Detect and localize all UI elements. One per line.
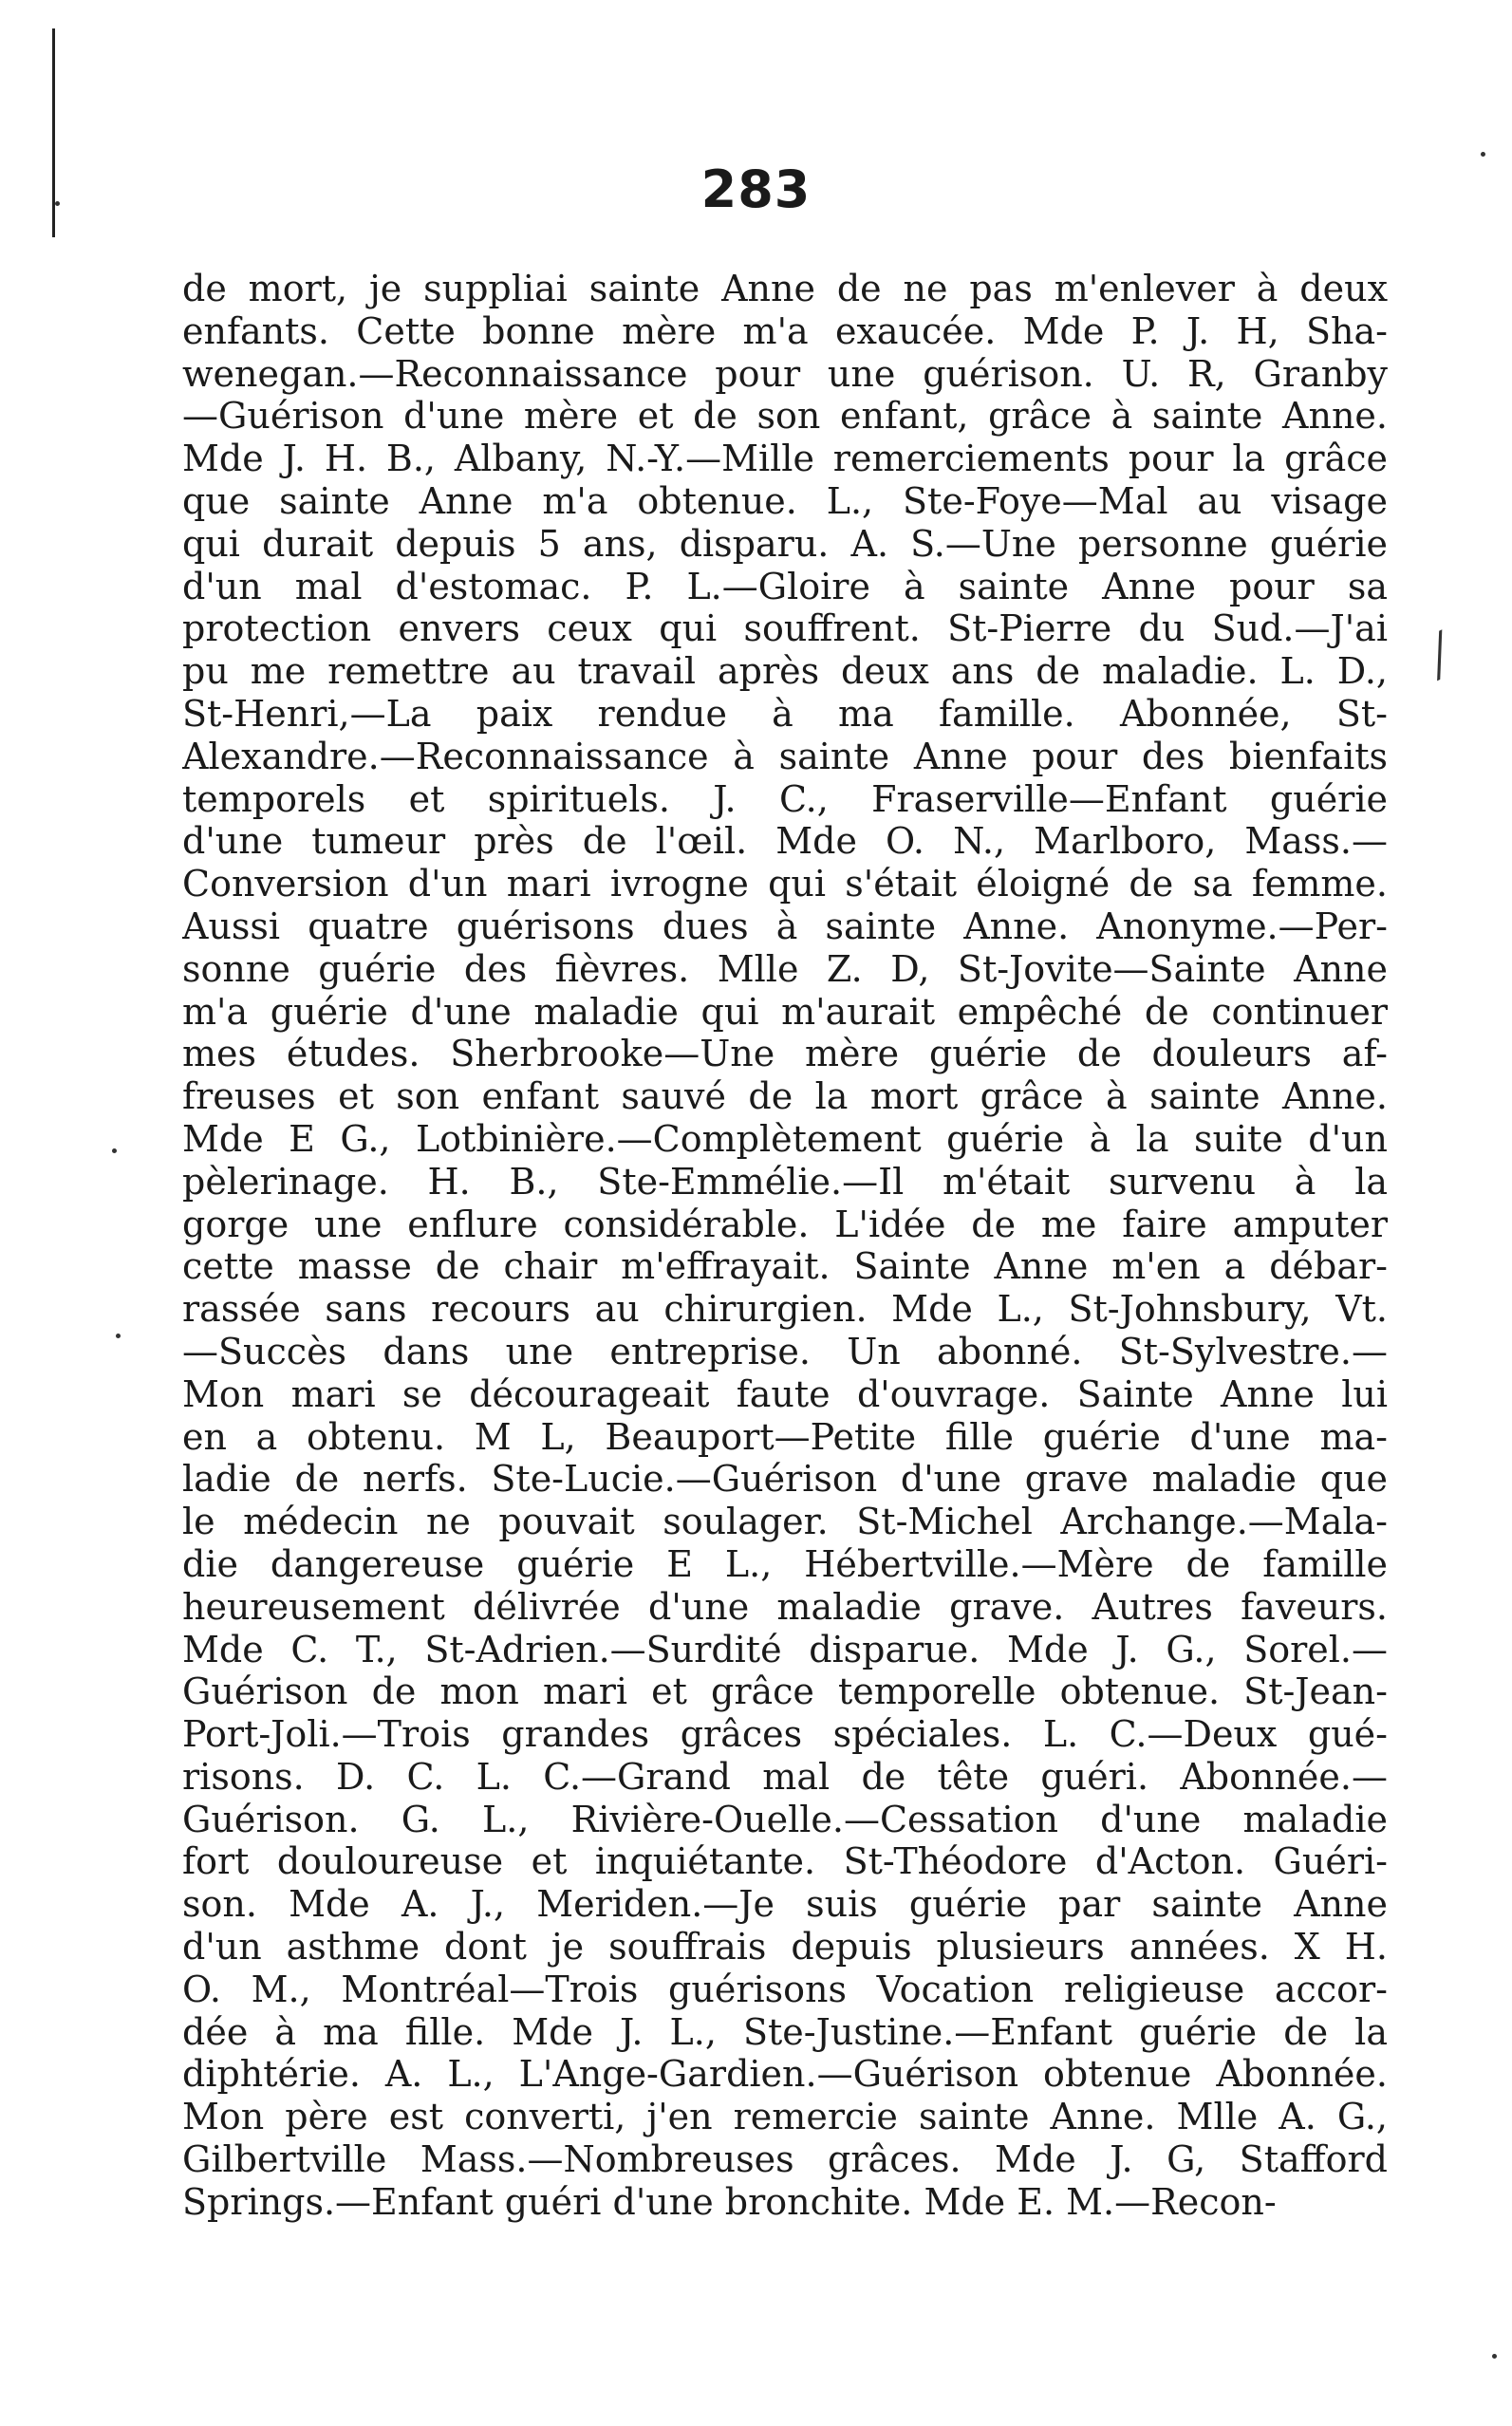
text-line: Alexandre.—Reconnaissance à sainte Anne pour des bienfaits (182, 735, 1388, 777)
text-line: Mde C. T., St-Adrien.—Surdité disparue. Mde J. G., Sorel.— (182, 1628, 1388, 1670)
text-line: St-Henri,—La paix rendue à ma famille. Abonnée, St- (182, 692, 1388, 735)
text-line: cette masse de chair m'effrayait. Sainte Anne m'en a débar- (182, 1245, 1388, 1288)
text-line: gorge une enflure considérable. L'idée de me faire amputer (182, 1203, 1388, 1245)
margin-speck (1481, 152, 1485, 157)
text-line: freuses et son enfant sauvé de la mort grâce à sainte Anne. (182, 1075, 1388, 1118)
margin-speck (116, 1334, 121, 1338)
text-line: Port-Joli.—Trois grandes grâces spéciales. L. C.—Deux gué- (182, 1713, 1388, 1756)
text-line: Conversion d'un mari ivrogne qui s'était éloigné de sa femme. (182, 863, 1388, 905)
text-line: diphtérie. A. L., L'Ange-Gardien.—Guérison obtenue Abonnée. (182, 2053, 1388, 2096)
margin-speck (1492, 2354, 1497, 2359)
text-line: dée à ma fille. Mde J. L., Ste-Justine.—Enfant guérie de la (182, 2010, 1388, 2053)
text-line: Guérison de mon mari et grâce temporelle obtenue. St-Jean- (182, 1670, 1388, 1713)
text-line: heureusement délivrée d'une maladie grave. Autres faveurs. (182, 1585, 1388, 1628)
text-line: O. M., Montréal—Trois guérisons Vocation religieuse accor- (182, 1968, 1388, 2010)
text-line: Gilbertville Mass.—Nombreuses grâces. Mde J. G, Stafford (182, 2138, 1388, 2181)
text-line: fort douloureuse et inquiétante. St-Théodore d'Acton. Guéri- (182, 1840, 1388, 1883)
text-line: Springs.—Enfant guéri d'une bronchite. Mde E. M.—Recon- (182, 2180, 1277, 2223)
text-line: —Succès dans une entreprise. Un abonné. St-Sylvestre.— (182, 1330, 1388, 1372)
text-line: de mort, je suppliai sainte Anne de ne pas m'enlever à deux (182, 268, 1388, 309)
text-line: rassée sans recours au chirurgien. Mde L., St-Johnsbury, Vt. (182, 1288, 1388, 1331)
text-line: son. Mde A. J., Meriden.—Je suis guérie par sainte Anne (182, 1883, 1388, 1926)
text-line: qui durait depuis 5 ans, disparu. A. S.—Une personne guérie (182, 522, 1388, 565)
text-line: Mde J. H. B., Albany, N.-Y.—Mille remerciements pour la grâce (182, 438, 1388, 480)
text-line: Aussi quatre guérisons dues à sainte Anne. Anonyme.—Per- (182, 905, 1388, 947)
margin-speck (112, 1148, 117, 1153)
text-line: le médecin ne pouvait soulager. St-Michel Archange.—Mala- (182, 1501, 1388, 1543)
text-line: Mon père est converti, j'en remercie sainte Anne. Mlle A. G., (182, 2096, 1388, 2138)
text-line: en a obtenu. M L, Beauport—Petite fille guérie d'une ma- (182, 1415, 1388, 1458)
text-line: wenegan.—Reconnaissance pour une guérison. U. R, Granby (182, 352, 1388, 395)
body-text (182, 268, 1388, 2224)
text-line: —Guérison d'une mère et de son enfant, grâce à sainte Anne. (182, 395, 1388, 438)
text-line: pu me remettre au travail après deux ans de maladie. L. D., (182, 650, 1388, 693)
text-line: Guérison. G. L., Rivière-Ouelle.—Cessation d'une maladie (182, 1798, 1388, 1840)
text-line: m'a guérie d'une maladie qui m'aurait empêché de continuer (182, 990, 1388, 1033)
text-line: d'un mal d'estomac. P. L.—Gloire à sainte Anne pour sa (182, 565, 1388, 607)
text-line: pèlerinage. H. B., Ste-Emmélie.—Il m'était survenu à la (182, 1160, 1388, 1203)
text-line: mes études. Sherbrooke—Une mère guérie de douleurs af- (182, 1033, 1388, 1075)
text-line: protection envers ceux qui souffrent. St-Pierre du Sud.—J'ai (182, 607, 1388, 650)
text-line: que sainte Anne m'a obtenue. L., Ste-Foye—Mal au visage (182, 479, 1388, 522)
text-line: enfants. Cette bonne mère m'a exaucée. Mde P. J. H, Sha- (182, 309, 1388, 352)
text-line: temporels et spirituels. J. C., Fraserville—Enfant guérie (182, 777, 1388, 820)
text-line: Mde E G., Lotbinière.—Complètement guérie à la suite d'un (182, 1117, 1388, 1160)
text-line: d'une tumeur près de l'œil. Mde O. N., Marlboro, Mass.— (182, 820, 1388, 863)
text-line: die dangereuse guérie E L., Hébertville.—Mère de famille (182, 1542, 1388, 1585)
text-line: risons. D. C. L. C.—Grand mal de tête guéri. Abonnée.— (182, 1755, 1388, 1798)
text-line: d'un asthme dont je souffrais depuis plusieurs années. X H. (182, 1926, 1388, 1969)
text-line: Mon mari se décourageait faute d'ouvrage. Sainte Anne lui (182, 1372, 1388, 1415)
page-number: 283 (700, 159, 812, 219)
text-line: ladie de nerfs. Ste-Lucie.—Guérison d'une grave maladie que (182, 1458, 1388, 1501)
margin-stroke: ╱ (1420, 631, 1460, 681)
text-line: sonne guérie des fièvres. Mlle Z. D, St-Jovite—Sainte Anne (182, 947, 1388, 990)
